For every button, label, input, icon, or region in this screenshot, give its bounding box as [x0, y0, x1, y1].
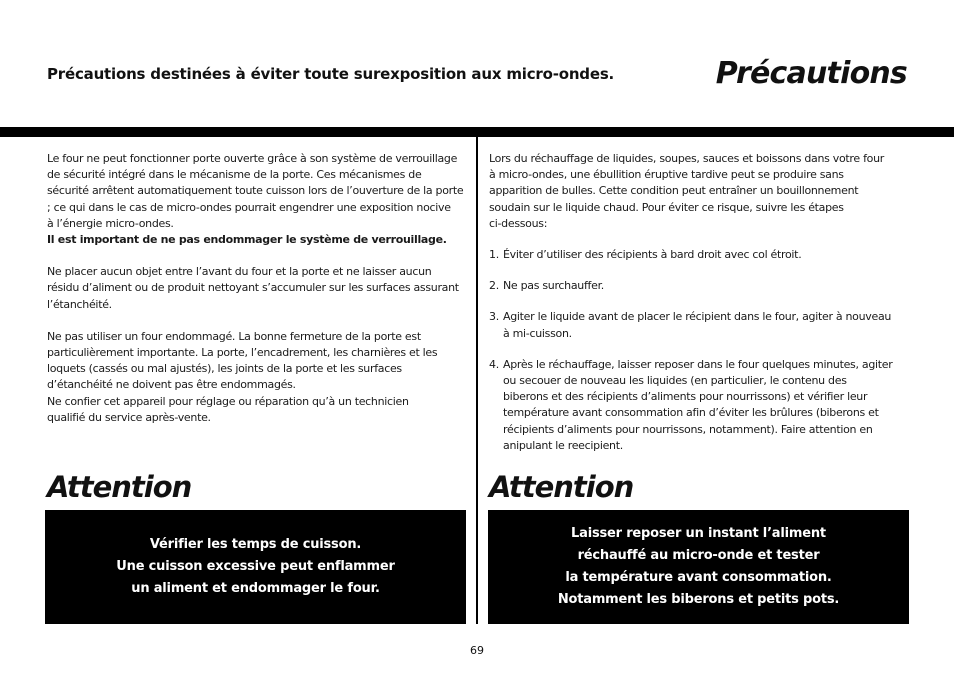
step-number: 2.: [489, 279, 499, 293]
right-column: [489, 151, 909, 454]
step-3: [489, 309, 909, 341]
text-line: Ne pas utiliser un four endommagé. La bonne fermeture de la porte est: [47, 329, 421, 343]
step-number: 4.: [489, 357, 499, 371]
attention-heading-left: Attention: [47, 470, 192, 504]
attention-box-right: [488, 510, 909, 624]
left-column: [47, 151, 467, 426]
text-line: apparition de bulles. Cette condition peut entraîner un bouillonnement: [489, 184, 859, 198]
column-divider: [476, 137, 478, 624]
attention-line: la température avant consommation.: [565, 570, 832, 585]
text-line: Ne placer aucun objet entre l’avant du four et la porte et ne laisser aucun: [47, 265, 432, 279]
text-line: qualifié du service après-vente.: [47, 410, 211, 424]
text-line: de sécurité intégré dans le mécanisme de la porte. Ces mécanismes de: [47, 168, 422, 182]
attention-line: Une cuisson excessive peut enflammer: [116, 559, 395, 574]
text-line: ci-dessous:: [489, 216, 548, 230]
attention-line: Vérifier les temps de cuisson.: [149, 537, 362, 552]
text-line: Le four ne peut fonctionner porte ouverte grâce à son système de verrouillage: [47, 152, 458, 165]
text-line: loquets (cassés ou mal ajustés), les joints de la porte et les surfaces: [47, 362, 402, 376]
step-line: température avant consommation afin d’éviter les brûlures (biberons et: [503, 406, 879, 420]
step-1: [489, 247, 909, 263]
text-line: ; ce qui dans le cas de micro-ondes pourrait engendrer une exposition nocive: [47, 200, 451, 214]
attention-line: un aliment et endommager le four.: [131, 581, 380, 596]
attention-line: Notamment les biberons et petits pots.: [557, 592, 840, 607]
step-number: 3.: [489, 310, 499, 324]
attention-line: Laisser reposer un instant l’aliment: [571, 526, 826, 541]
step-number: 1.: [489, 248, 499, 262]
attention-box-left: [45, 510, 466, 624]
step-line: ou secouer de nouveau les liquides (en particulier, le contenu des: [503, 374, 847, 388]
section-subtitle: Précautions destinées à éviter toute surexposition aux micro-ondes.: [47, 65, 615, 83]
text-line: à micro-ondes, une ébullition éruptive tardive peut se produire sans: [489, 168, 844, 182]
step-line: récipients d’aliments pour nourrissons, notamment). Faire attention en: [503, 422, 873, 436]
step-4: [489, 357, 909, 454]
step-line: Éviter d’utiliser des récipients à bard droit avec col étroit.: [503, 248, 802, 262]
text-line: l’étanchéité.: [47, 297, 112, 311]
text-line: Lors du réchauffage de liquides, soupes, sauces et boissons dans votre four: [489, 152, 884, 165]
text-line: résidu d’aliment ou de produit nettoyant s’accumuler sur les surfaces assurant: [47, 281, 459, 295]
step-line: anipulant le reecipient.: [503, 438, 623, 452]
text-line: d’étanchéité ne doivent pas être endommagés.: [47, 378, 296, 392]
step-line: Après le réchauffage, laisser reposer dans le four quelques minutes, agiter: [503, 357, 893, 371]
warning-bold-line: Il est important de ne pas endommager le système de verrouillage.: [47, 233, 447, 247]
attention-line: réchauffé au micro-onde et tester: [577, 548, 820, 563]
text-line: sécurité arrêtent automatiquement toute cuisson lors de l’ouverture de la porte: [47, 184, 464, 198]
text-line: à l’énergie micro-ondes.: [47, 216, 174, 230]
step-2: [489, 278, 909, 294]
text-line: soudain sur le liquide chaud. Pour éviter ce risque, suivre les étapes: [489, 200, 844, 214]
text-line: particulièrement importante. La porte, l’encadrement, les charnières et les: [47, 346, 438, 360]
step-line: à mi-cuisson.: [503, 326, 572, 340]
page-title: Précautions: [715, 56, 907, 91]
page-number: 69: [470, 644, 484, 657]
step-line: Agiter le liquide avant de placer le récipient dans le four, agiter à nouveau: [503, 310, 892, 324]
header-rule: [0, 127, 954, 137]
step-line: Ne pas surchauffer.: [503, 279, 604, 293]
step-line: biberons et des récipients d’aliments pour nourrissons) et vérifier leur: [503, 390, 868, 404]
attention-heading-right: Attention: [489, 470, 634, 504]
text-line: Ne confier cet appareil pour réglage ou réparation qu’à un technicien: [47, 394, 409, 408]
